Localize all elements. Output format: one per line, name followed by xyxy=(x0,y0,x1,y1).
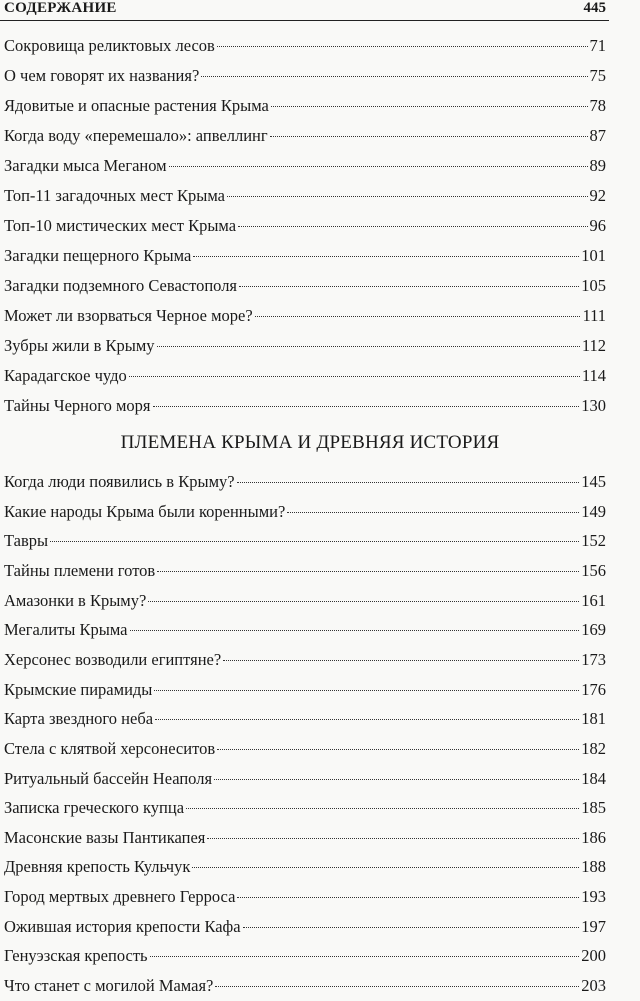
dot-leader xyxy=(193,256,579,257)
toc-entry-page: 92 xyxy=(589,186,606,205)
toc-entry-title: Карта звездного неба xyxy=(4,709,154,729)
toc-entry-page: 203 xyxy=(581,976,606,996)
toc-entry xyxy=(4,61,606,91)
toc-entry xyxy=(4,271,606,301)
dot-leader xyxy=(169,166,588,167)
toc-entry-page: 169 xyxy=(581,620,606,640)
dot-leader xyxy=(153,406,580,407)
dot-leader xyxy=(243,927,580,928)
dot-leader xyxy=(217,749,579,750)
dot-leader xyxy=(130,630,580,631)
toc-entry-page: 176 xyxy=(581,679,606,699)
toc-entry xyxy=(4,941,606,971)
toc-entry xyxy=(4,91,606,121)
header-rule xyxy=(0,20,609,21)
toc-entry xyxy=(4,497,606,527)
toc-entry-title: Загадки подземного Севастополя xyxy=(4,276,238,295)
toc-entry xyxy=(4,31,606,61)
toc-entry xyxy=(4,241,606,271)
toc-entry-page: 114 xyxy=(581,366,606,385)
toc-entry-title: Какие народы Крыма были коренными? xyxy=(4,501,286,521)
dot-leader xyxy=(207,838,579,839)
toc-entry xyxy=(4,301,606,331)
dot-leader xyxy=(217,46,588,47)
toc-entry-title: Ядовитые и опасные растения Крыма xyxy=(4,96,269,115)
toc-entry-title: Загадки мыса Меганом xyxy=(4,156,167,175)
toc-entry xyxy=(4,704,606,734)
toc-entry-title: Когда воду «перемешало»: апвеллинг xyxy=(4,126,268,145)
toc-entry-page: 149 xyxy=(581,501,606,521)
toc-entry-page: 112 xyxy=(581,336,606,355)
dot-leader xyxy=(129,376,580,377)
toc-entry-title: Карадагское чудо xyxy=(4,366,127,385)
toc-entry-page: 111 xyxy=(582,306,606,325)
page-number: 445 xyxy=(583,0,606,16)
toc-entry-page: 188 xyxy=(581,857,606,877)
toc-entry xyxy=(4,971,606,1001)
toc-entry-page: 186 xyxy=(581,827,606,847)
toc-entry-title: Тайны племени готов xyxy=(4,560,156,580)
toc-entry-page: 182 xyxy=(581,738,606,758)
toc-entry xyxy=(4,615,606,645)
toc-entry-page: 105 xyxy=(581,276,606,295)
dot-leader xyxy=(214,779,579,780)
dot-leader xyxy=(287,512,579,513)
toc-entry-title: Сокровища реликтовых лесов xyxy=(4,36,215,55)
toc-entry xyxy=(4,793,606,823)
toc-entry xyxy=(4,645,606,675)
toc-entry xyxy=(4,852,606,882)
toc-entry xyxy=(4,734,606,764)
toc-entry xyxy=(4,675,606,705)
toc-entry-page: 145 xyxy=(581,472,606,491)
toc-entry xyxy=(4,526,606,556)
toc-entry xyxy=(4,467,606,497)
dot-leader xyxy=(237,897,579,898)
dot-leader xyxy=(154,690,579,691)
dot-leader xyxy=(215,986,579,987)
toc-entry-page: 75 xyxy=(589,66,606,85)
toc-entry-page: 89 xyxy=(589,156,606,175)
dot-leader xyxy=(227,196,588,197)
toc-entry-title: Генуэзская крепость xyxy=(4,946,148,966)
toc-entry-title: Амазонки в Крыму? xyxy=(4,590,147,610)
dot-leader xyxy=(157,346,580,347)
toc-entry-title: Может ли взорваться Черное море? xyxy=(4,306,253,325)
dot-leader xyxy=(239,286,579,287)
toc-entry-title: Город мертвых древнего Герроса xyxy=(4,887,236,907)
toc-entry-page: 87 xyxy=(589,126,606,145)
toc-entry xyxy=(4,151,606,181)
toc-entry-page: 185 xyxy=(581,798,606,818)
toc-entry-page: 78 xyxy=(589,96,606,115)
dot-leader xyxy=(186,808,579,809)
toc-entry-title: Херсонес возводили египтяне? xyxy=(4,649,222,669)
toc-entry-page: 197 xyxy=(581,916,606,936)
toc-entry-title: Тайны Черного моря xyxy=(4,396,151,415)
toc-entry-page: 96 xyxy=(589,216,606,235)
dot-leader xyxy=(150,956,580,957)
toc-entry-title: Топ-10 мистических мест Крыма xyxy=(4,216,237,235)
toc-entry xyxy=(4,331,606,361)
toc-entry-page: 71 xyxy=(589,36,606,55)
toc-entry-page: 200 xyxy=(581,946,606,966)
toc-entry-title: Древняя крепость Кульчук xyxy=(4,857,191,877)
toc-entry xyxy=(4,912,606,942)
dot-leader xyxy=(50,541,579,542)
dot-leader xyxy=(223,660,579,661)
dot-leader xyxy=(271,106,588,107)
toc-entry-title: Мегалиты Крыма xyxy=(4,620,128,640)
toc-entry-page: 193 xyxy=(581,887,606,907)
running-title: СОДЕРЖАНИЕ xyxy=(4,0,117,16)
toc-entry xyxy=(4,361,606,391)
toc-entry-title: Топ-11 загадочных мест Крыма xyxy=(4,186,225,205)
toc-entry-page: 152 xyxy=(581,531,606,551)
dot-leader xyxy=(255,316,581,317)
toc-entry-page: 101 xyxy=(581,246,606,265)
section-heading: ПЛЕМЕНА КРЫМА И ДРЕВНЯЯ ИСТОРИЯ xyxy=(120,432,500,453)
dot-leader xyxy=(192,867,579,868)
toc-entry-title: Записка греческого купца xyxy=(4,798,185,818)
toc-entry xyxy=(4,556,606,586)
toc-entry-title: Зубры жили в Крыму xyxy=(4,336,155,355)
toc-entry-page: 130 xyxy=(581,396,606,415)
page-header xyxy=(0,0,612,22)
dot-leader xyxy=(201,76,587,77)
toc-entry-title: Крымские пирамиды xyxy=(4,679,153,699)
toc-entry xyxy=(4,586,606,616)
toc-entry xyxy=(4,823,606,853)
toc-entry xyxy=(4,181,606,211)
toc-entry-page: 156 xyxy=(581,560,606,580)
dot-leader xyxy=(238,226,587,227)
toc-entry xyxy=(4,211,606,241)
toc-entry-title: Когда люди появились в Крыму? xyxy=(4,472,235,491)
toc-entry xyxy=(4,764,606,794)
toc-entry xyxy=(4,882,606,912)
toc-entry-title: О чем говорят их названия? xyxy=(4,66,200,85)
toc-entry xyxy=(4,391,606,421)
dot-leader xyxy=(237,482,580,483)
toc-entry-page: 161 xyxy=(581,590,606,610)
dot-leader xyxy=(157,571,579,572)
toc-entry-title: Ритуальный бассейн Неаполя xyxy=(4,768,213,788)
toc-entry-title: Загадки пещерного Крыма xyxy=(4,246,192,265)
toc-entry-page: 184 xyxy=(581,768,606,788)
toc-entry-page: 173 xyxy=(581,649,606,669)
dot-leader xyxy=(155,719,579,720)
toc-entry-title: Стела с клятвой херсонеситов xyxy=(4,738,216,758)
toc-entry-page: 181 xyxy=(581,709,606,729)
toc-entry xyxy=(4,121,606,151)
dot-leader xyxy=(270,136,588,137)
toc-entry-title: Масонские вазы Пантикапея xyxy=(4,827,206,847)
toc-entry-title: Ожившая история крепости Кафа xyxy=(4,916,241,936)
dot-leader xyxy=(148,601,579,602)
toc-entry-title: Что станет с могилой Мамая? xyxy=(4,976,214,996)
toc-entry-title: Тавры xyxy=(4,531,49,551)
